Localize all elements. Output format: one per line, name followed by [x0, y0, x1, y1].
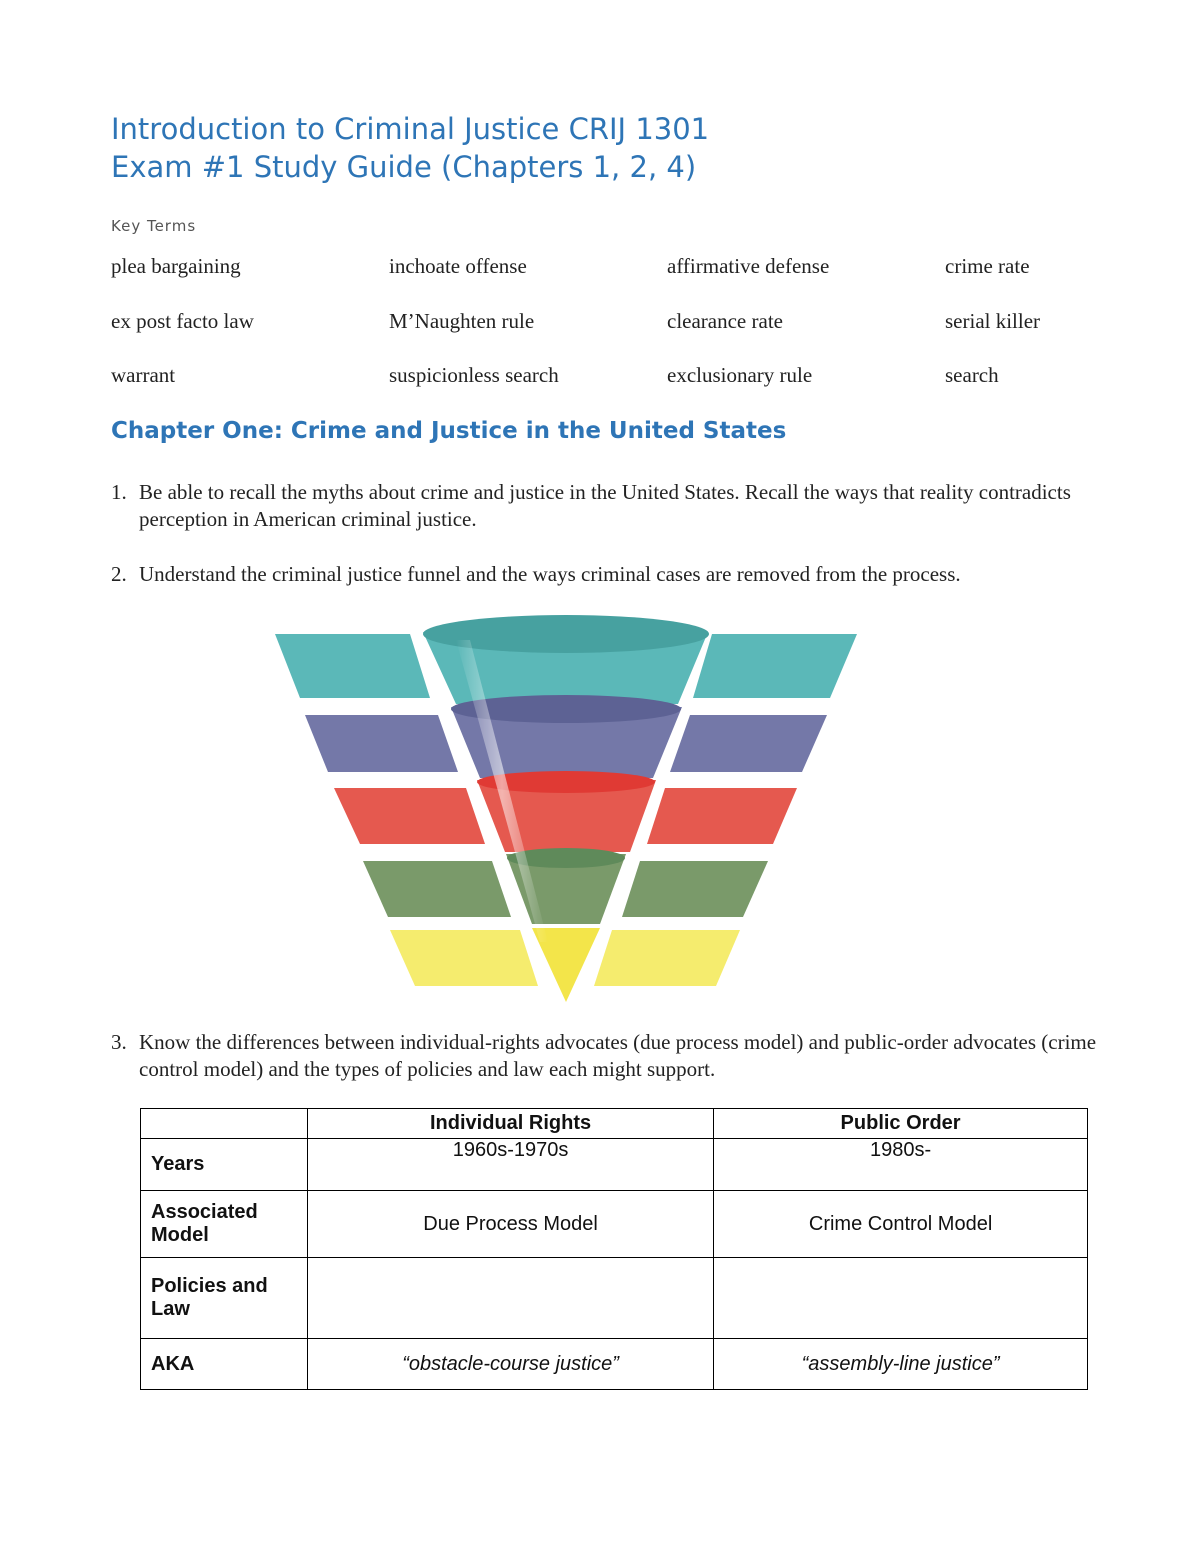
row-label: Years — [141, 1139, 308, 1191]
cell-individual-rights: 1960s-1970s — [308, 1139, 714, 1191]
funnel-side-band-right — [622, 861, 768, 917]
key-term: M’Naughten rule — [389, 308, 535, 333]
item-text: Be able to recall the myths about crime and justice in the United States. Recall the ways that reality contradicts perception in American criminal justice. — [139, 480, 1071, 531]
table-row — [141, 1139, 1088, 1191]
key-term: clearance rate — [667, 308, 783, 333]
table-row — [141, 1339, 1088, 1390]
chapter-one-heading: Chapter One: Crime and Justice in the United States — [111, 418, 787, 444]
funnel-side-band-left — [334, 788, 485, 844]
key-term: affirmative defense — [667, 254, 830, 278]
funnel-tier-3 — [334, 771, 797, 852]
funnel-side-band-right — [594, 930, 740, 986]
row-label: Associated Model — [141, 1191, 308, 1258]
funnel-side-band-left — [390, 930, 538, 986]
cell-public-order: “assembly-line justice” — [714, 1339, 1088, 1390]
funnel-tier-4 — [363, 848, 768, 924]
key-term: warrant — [111, 363, 176, 387]
item-number: 2. — [111, 562, 127, 586]
item-number: 3. — [111, 1030, 127, 1054]
row-label: Policies and Law — [141, 1258, 308, 1339]
cell-public-order: 1980s- — [714, 1139, 1088, 1191]
key-term: search — [945, 363, 999, 387]
cell-public-order: Crime Control Model — [714, 1191, 1088, 1258]
key-term: plea bargaining — [111, 254, 241, 278]
key-term: suspicionless search — [389, 363, 559, 387]
item-text: Know the differences between individual-rights advocates (due process model) and public-order advocates (crime control model) and the types of policies and law each might support. — [139, 1030, 1097, 1081]
cell-individual-rights — [308, 1258, 714, 1339]
cell-public-order — [714, 1258, 1088, 1339]
header-cell-empty — [141, 1109, 308, 1139]
table-header-row — [141, 1109, 1088, 1139]
funnel-tier-2 — [305, 695, 827, 778]
item-number: 1. — [111, 480, 127, 504]
study-item-1 — [111, 479, 1101, 533]
key-terms-grid — [111, 254, 1111, 418]
key-term: exclusionary rule — [667, 363, 813, 387]
key-term: inchoate offense — [389, 254, 527, 278]
table-row — [141, 1191, 1088, 1258]
title-line-2: Exam #1 Study Guide (Chapters 1, 2, 4) — [111, 150, 697, 184]
row-label: AKA — [141, 1339, 308, 1390]
key-term: ex post facto law — [111, 308, 254, 333]
table-row — [141, 1258, 1088, 1339]
funnel-side-band-right — [647, 788, 797, 844]
funnel-side-band-right — [693, 634, 857, 698]
models-comparison-table — [140, 1108, 1088, 1390]
document-title — [111, 110, 709, 186]
funnel-tier-1 — [275, 615, 857, 704]
criminal-justice-funnel-graphic — [270, 612, 870, 1012]
key-term: crime rate — [945, 254, 1030, 278]
header-individual-rights: Individual Rights — [308, 1109, 714, 1139]
title-line-1: Introduction to Criminal Justice CRIJ 1301 — [111, 112, 710, 146]
funnel-tier-5 — [390, 928, 740, 1002]
funnel-side-band-left — [275, 634, 430, 698]
key-terms-heading: Key Terms — [111, 217, 197, 235]
funnel-side-band-left — [305, 715, 458, 772]
cell-individual-rights: “obstacle-course justice” — [308, 1339, 714, 1390]
study-item-2 — [111, 561, 1101, 588]
header-public-order: Public Order — [714, 1109, 1088, 1139]
key-term: serial killer — [945, 308, 1041, 333]
cell-individual-rights: Due Process Model — [308, 1191, 714, 1258]
funnel-side-band-right — [670, 715, 827, 772]
item-text: Understand the criminal justice funnel and the ways criminal cases are removed from the process. — [139, 562, 961, 586]
funnel-side-band-left — [363, 861, 511, 917]
study-item-3 — [111, 1029, 1101, 1083]
